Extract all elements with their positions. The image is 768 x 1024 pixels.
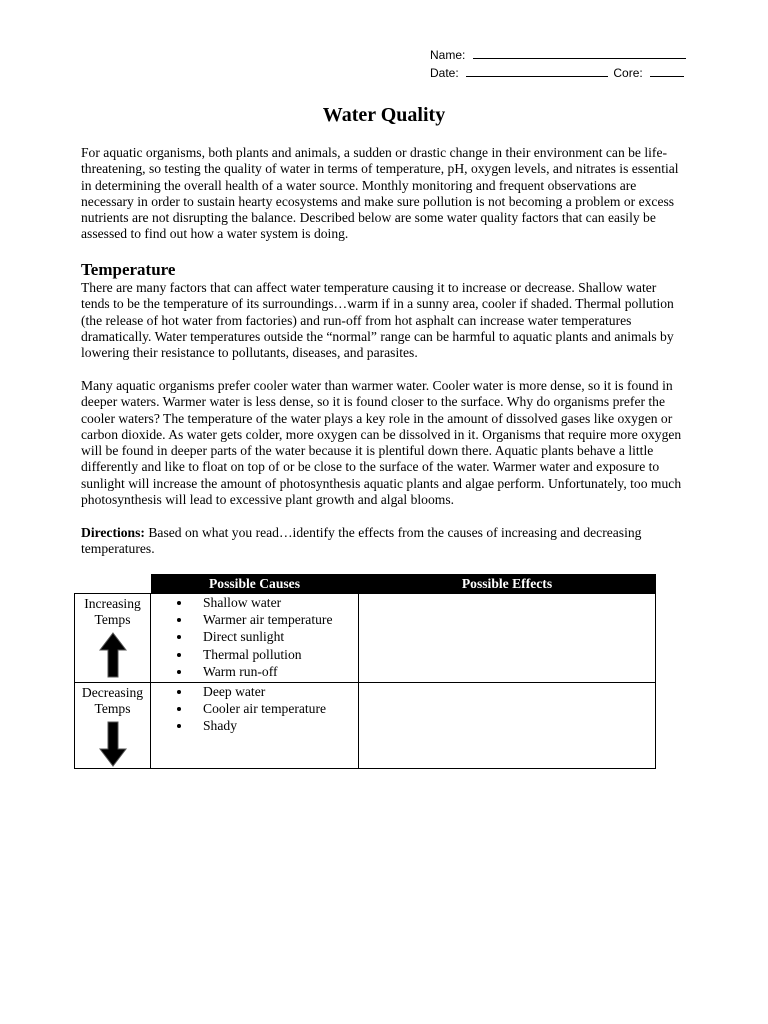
decreasing-effects-cell[interactable] (359, 683, 656, 769)
table-row-increasing (75, 594, 656, 683)
up-arrow-icon (98, 631, 128, 679)
table-header-row (75, 574, 656, 594)
list-item: Cooler air temperature (177, 700, 358, 717)
decreasing-causes-list (151, 683, 358, 735)
list-item: Warmer air temperature (177, 611, 358, 628)
decreasing-causes-cell (151, 683, 359, 769)
core-label: Core: (613, 66, 643, 80)
effects-column-header: Possible Effects (359, 574, 656, 594)
list-item: Direct sunlight (177, 628, 358, 645)
directions-label: Directions: (81, 525, 145, 540)
directions-text: Based on what you read…identify the effects from the causes of increasing and decreasing temperatures. (81, 525, 642, 557)
increasing-label-cell (75, 594, 151, 683)
causes-column-header: Possible Causes (151, 574, 359, 594)
temperature-heading: Temperature (81, 260, 176, 279)
down-arrow-icon (98, 720, 128, 768)
cause-effect-table (74, 574, 656, 769)
header-fields (430, 46, 686, 82)
increasing-causes-cell (151, 594, 359, 683)
increasing-label: Increasing (84, 596, 141, 611)
temperature-paragraph-1: There are many factors that can affect water temperature causing it to increase or decrease. Shallow water tends to be the temperature of its surroundings…warm if in a sunny area, cooler if shaded. Thermal pollution (the release of hot water from factories) and run-off from hot asphalt can increase water temperatures dramatically. Water temperatures outside the “normal” range can be harmful to aquatic plants and animals by lowering their resistance to pollutants, diseases, and parasites. (81, 280, 674, 361)
list-item: Warm run-off (177, 663, 358, 680)
date-core-row (430, 64, 686, 82)
decreasing-temps-label: Temps (94, 701, 131, 716)
name-row (430, 46, 686, 64)
table-corner-cell (75, 574, 151, 594)
core-blank-line[interactable] (650, 64, 684, 77)
list-item: Deep water (177, 683, 358, 700)
table-row-decreasing (75, 683, 656, 769)
list-item: Shady (177, 717, 358, 734)
list-item: Shallow water (177, 594, 358, 611)
name-blank-line[interactable] (473, 46, 686, 59)
temperature-paragraph-2: Many aquatic organisms prefer cooler water than warmer water. Cooler water is more dense, so it is found in deeper waters. Warmer water is less dense, so it is found closer to the surface. Why do organisms prefer the cooler waters? The temperature of the water plays a key role in the amount of dissolved gases like oxygen or carbon dioxide. As water gets colder, more oxygen can be dissolved in it. Organisms that require more oxygen will be found in deeper parts of the water because it is plentiful down there. Aquatic plants behave a little differently and like to float on top of or be close to the surface of the water. Warmer water and exposure to sunlight will increase the amount of photosynthesis aquatic plants and algae perform. Unfortunately, too much photosynthesis will lead to excessive plant growth and algal blooms. (81, 378, 682, 508)
name-label: Name: (430, 48, 466, 62)
decreasing-label-cell (75, 683, 151, 769)
directions-paragraph (81, 525, 687, 558)
intro-paragraph: For aquatic organisms, both plants and animals, a sudden or drastic change in their environment can be life-threatening, so testing the quality of water in terms of temperature, pH, oxygen levels, and nitrates is essential in determining the overall health of a water source. Monthly monitoring and frequent observations are necessary in order to sustain hearty ecosystems and make sure pollution is not becoming a problem or excess nutrients are not disrupting the balance. Described below are some water quality factors that can easily be assessed to find out how a water system is doing. (81, 145, 679, 242)
date-label: Date: (430, 66, 459, 80)
decreasing-label: Decreasing (81, 685, 144, 700)
increasing-causes-list (151, 594, 358, 680)
increasing-effects-cell[interactable] (359, 594, 656, 683)
increasing-temps-label: Temps (94, 612, 131, 627)
page-title: Water Quality (322, 104, 446, 126)
list-item: Thermal pollution (177, 646, 358, 663)
date-blank-line[interactable] (466, 64, 608, 77)
